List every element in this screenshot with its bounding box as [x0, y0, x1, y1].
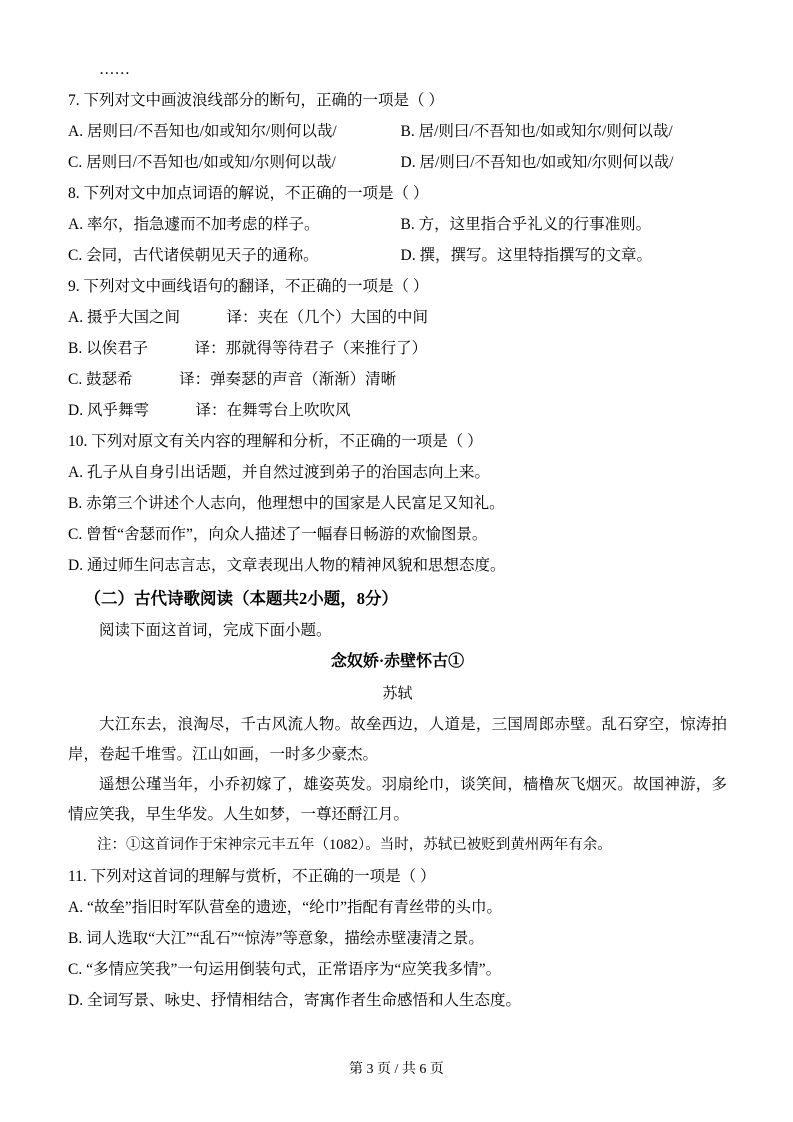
page-footer — [0, 1058, 793, 1078]
question-10-options — [68, 457, 727, 581]
question-9-option-a: A. 摄乎大国之间 译：夹在（几个）大国的中间 — [68, 309, 428, 326]
question-7-option-c: C. 居则曰/不吾知也/如或知/尔则何以哉/ — [68, 154, 336, 171]
question-8 — [68, 178, 727, 271]
poem-note: 注：①这首词作于宋神宗元丰五年（1082）。当时，苏轼已被贬到黄州两年有余。 — [97, 837, 612, 853]
question-9-options — [68, 302, 727, 426]
question-7 — [68, 85, 727, 178]
question-11-option-c: C. “多情应笑我”一句运用倒装句式，正常语序为“应笑我多情”。 — [68, 961, 502, 978]
question-11-options — [68, 892, 727, 1016]
question-10-option-b: B. 赤第三个讲述个人志向，他理想中的国家是人民富足又知礼。 — [68, 495, 505, 512]
question-8-option-c: C. 会同，古代诸侯朝见天子的通称。 — [68, 247, 319, 264]
reading-instruction: 阅读下面这首词，完成下面小题。 — [99, 622, 332, 639]
question-11-option-a: A. “故垒”指旧时军队营垒的遗迹，“纶巾”指配有青丝带的头巾。 — [68, 899, 502, 916]
poem-title: 念奴娇·赤壁怀古① — [330, 653, 465, 670]
question-11-stem: 11. 下列对这首词的理解与赏析，不正确的一项是（ ） — [68, 868, 436, 885]
question-9 — [68, 271, 727, 426]
question-11 — [68, 861, 727, 1016]
continuation-ellipsis: …… — [99, 61, 130, 78]
question-10-option-d: D. 通过师生问志言志，文章表现出人物的精神风貌和思想态度。 — [68, 557, 506, 574]
question-10-option-a: A. 孔子从自身引出话题，并自然过渡到弟子的治国志向上来。 — [68, 464, 490, 481]
question-9-option-d: D. 风乎舞雩 译：在舞雩台上吹吹风 — [68, 402, 351, 419]
poem-paragraph-2: 遥想公瑾当年，小乔初嫁了，雄姿英发。羽扇纶巾，谈笑间，樯橹灰飞烟灭。故国神游，多情应笑我，早生华发。人生如梦，一尊还酹江月。 — [68, 776, 727, 823]
question-7-stem: 7. 下列对文中画波浪线部分的断句，正确的一项是（ ） — [68, 92, 444, 109]
question-8-option-a: A. 率尔，指急遽而不加考虑的样子。 — [68, 216, 320, 233]
question-9-option-c: C. 鼓瑟希 译：弹奏瑟的声音（渐渐）清晰 — [68, 371, 397, 388]
question-9-stem: 9. 下列对文中画线语句的翻译，不正确的一项是（ ） — [68, 278, 429, 295]
question-7-option-d: D. 居/则曰/不吾知也/如或知/尔则何以哉/ — [400, 154, 674, 171]
question-10 — [68, 426, 727, 581]
question-9-option-b: B. 以俟君子 译：那就得等待君子（来推行了） — [68, 340, 428, 357]
question-8-option-d: D. 撰，撰写。这里特指撰写的文章。 — [400, 247, 652, 264]
question-11-option-d: D. 全词写景、咏史、抒情相结合，寄寓作者生命感悟和人生态度。 — [68, 992, 521, 1009]
poem-author: 苏轼 — [382, 686, 413, 702]
poem-paragraph-1: 大江东去，浪淘尽，千古风流人物。故垒西边，人道是，三国周郎赤壁。乱石穿空，惊涛拍岸，卷起千堆雪。江山如画，一时多少豪杰。 — [68, 716, 727, 763]
section-heading: （二）古代诗歌阅读（本题共2小题，8分） — [84, 589, 398, 608]
question-10-option-c: C. 曾皙“舍瑟而作”，向众人描述了一幅春日畅游的欢愉图景。 — [68, 526, 488, 543]
question-7-option-b: B. 居/则曰/不吾知也/如或知尔/则何以哉/ — [400, 123, 673, 140]
page-number: 第 3 页 / 共 6 页 — [349, 1062, 444, 1077]
question-7-option-a: A. 居则曰/不吾知也/如或知尔/则何以哉/ — [68, 123, 337, 140]
section-ancient-poetry — [68, 583, 727, 861]
question-8-stem: 8. 下列对文中加点词语的解说，不正确的一项是（ ） — [68, 185, 429, 202]
question-10-stem: 10. 下列对原文有关内容的理解和分析，不正确的一项是（ ） — [68, 433, 483, 450]
question-11-option-b: B. 词人选取“大江”“乱石”“惊涛”等意象，描绘赤壁凄清之景。 — [68, 930, 484, 947]
question-7-options — [68, 116, 727, 178]
question-8-option-b: B. 方，这里指合乎礼义的行事准则。 — [400, 216, 652, 233]
question-8-options — [68, 209, 727, 271]
